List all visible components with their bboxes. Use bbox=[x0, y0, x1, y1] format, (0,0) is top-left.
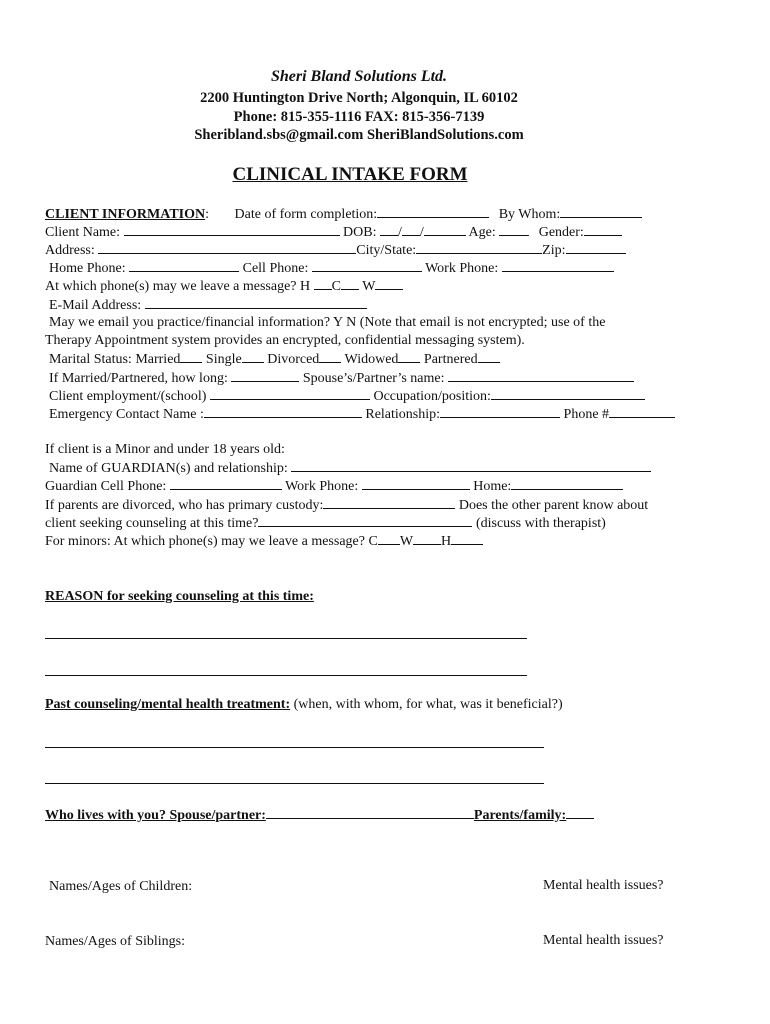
gender-field[interactable] bbox=[584, 223, 622, 236]
client-info-heading: CLIENT INFORMATION bbox=[45, 207, 206, 222]
client-name-label: Client Name: bbox=[45, 225, 121, 240]
occupation-field[interactable] bbox=[491, 387, 645, 400]
client-info-row-1 bbox=[45, 205, 642, 224]
marital-single-label: Single bbox=[205, 352, 242, 367]
discuss-note: (discuss with therapist) bbox=[475, 516, 606, 531]
employment-field[interactable] bbox=[210, 387, 370, 400]
dob-label: DOB: bbox=[343, 225, 377, 240]
children-mental-health-label: Mental health issues? bbox=[543, 878, 664, 893]
children-label: Names/Ages of Children: bbox=[49, 879, 193, 894]
guardian-cell-label: Guardian Cell Phone: bbox=[45, 479, 167, 494]
date-completion-field[interactable] bbox=[377, 205, 489, 218]
company-address: 2200 Huntington Drive North; Algonquin, IL 60102 bbox=[200, 90, 518, 106]
lives-with-label: Who lives with you? Spouse/partner: bbox=[45, 808, 266, 823]
work-phone-label: Work Phone: bbox=[425, 261, 499, 276]
dob-year-field[interactable] bbox=[424, 223, 466, 236]
marital-status-row bbox=[49, 350, 500, 369]
heading-colon: : bbox=[205, 207, 210, 222]
siblings-label: Names/Ages of Siblings: bbox=[45, 934, 185, 949]
spouse-name-label: Spouse’s/Partner’s name: bbox=[302, 371, 445, 386]
past-treatment-heading: Past counseling/mental health treatment: bbox=[45, 697, 291, 712]
age-field[interactable] bbox=[499, 223, 529, 236]
other-parent-label: Does the other parent know about bbox=[458, 498, 649, 513]
reason-line-1[interactable] bbox=[45, 638, 527, 639]
dob-slash: / bbox=[398, 225, 402, 240]
marital-widowed-label: Widowed bbox=[344, 352, 399, 367]
parents-family-label: Parents/family: bbox=[473, 808, 567, 823]
married-duration-row bbox=[49, 369, 634, 388]
age-label: Age: bbox=[468, 225, 496, 240]
emergency-phone-field[interactable] bbox=[609, 405, 675, 418]
employment-row bbox=[49, 387, 645, 406]
reason-line-2[interactable] bbox=[45, 675, 527, 676]
by-whom-label: By Whom: bbox=[498, 207, 561, 222]
home-phone-field[interactable] bbox=[129, 259, 239, 272]
emergency-contact-label: Emergency Contact Name : bbox=[49, 407, 204, 422]
message-phone-label: At which phone(s) may we leave a message? H bbox=[45, 279, 311, 294]
cell-phone-label: Cell Phone: bbox=[242, 261, 309, 276]
guardian-work-label: Work Phone: bbox=[285, 479, 359, 494]
relationship-field[interactable] bbox=[440, 405, 560, 418]
minor-message-w-label: W bbox=[399, 534, 414, 549]
home-phone-label: Home Phone: bbox=[49, 261, 126, 276]
guardian-row bbox=[49, 459, 651, 478]
message-w-field[interactable] bbox=[375, 277, 403, 290]
client-info-row-2 bbox=[45, 223, 622, 242]
past-treatment-hint: (when, with whom, for what, was it beneficial?) bbox=[290, 697, 563, 712]
guardian-home-field[interactable] bbox=[511, 477, 623, 490]
guardian-work-field[interactable] bbox=[362, 477, 470, 490]
guardian-cell-field[interactable] bbox=[170, 477, 282, 490]
client-info-row-3 bbox=[45, 241, 626, 260]
counseling-awareness-row bbox=[45, 514, 606, 533]
company-email-web: Sheribland.sbs@gmail.com SheriBlandSolutions.com bbox=[194, 127, 524, 143]
married-field[interactable] bbox=[180, 350, 202, 363]
client-seeking-label: client seeking counseling at this time? bbox=[45, 516, 259, 531]
emergency-phone-label: Phone # bbox=[563, 407, 610, 422]
address-label: Address: bbox=[45, 243, 95, 258]
date-completion-label: Date of form completion: bbox=[234, 207, 378, 222]
client-info-row-5 bbox=[45, 277, 403, 296]
custody-row bbox=[45, 496, 648, 515]
marital-divorced-label: Divorced bbox=[267, 352, 320, 367]
client-name-field[interactable] bbox=[124, 223, 340, 236]
email-permission-note: Therapy Appointment system provides an encrypted, confidential messaging system). bbox=[45, 333, 525, 348]
work-phone-field[interactable] bbox=[502, 259, 614, 272]
by-whom-field[interactable] bbox=[560, 205, 642, 218]
gender-label: Gender: bbox=[538, 225, 584, 240]
minor-message-label: For minors: At which phone(s) may we leave a message? C bbox=[45, 534, 378, 549]
relationship-label: Relationship: bbox=[365, 407, 441, 422]
city-state-field[interactable] bbox=[416, 241, 542, 254]
zip-field[interactable] bbox=[566, 241, 626, 254]
guardian-field[interactable] bbox=[291, 459, 651, 472]
message-w-label: W bbox=[362, 279, 376, 294]
guardian-phone-row bbox=[45, 477, 623, 496]
guardian-label: Name of GUARDIAN(s) and relationship: bbox=[49, 461, 288, 476]
minor-message-h-field[interactable] bbox=[451, 532, 483, 545]
spouse-partner-field[interactable] bbox=[266, 806, 474, 819]
married-how-long-field[interactable] bbox=[231, 369, 299, 382]
client-seeking-field[interactable] bbox=[258, 514, 472, 527]
siblings-mental-health-label: Mental health issues? bbox=[543, 933, 664, 948]
minor-message-h-label: H bbox=[441, 534, 452, 549]
past-treatment-line-1[interactable] bbox=[45, 747, 544, 748]
address-field[interactable] bbox=[98, 241, 356, 254]
email-label: E-Mail Address: bbox=[49, 298, 142, 313]
email-field[interactable] bbox=[145, 296, 367, 309]
client-info-row-6 bbox=[49, 296, 367, 315]
minor-message-c-field[interactable] bbox=[378, 532, 400, 545]
emergency-contact-field[interactable] bbox=[204, 405, 362, 418]
minor-intro: If client is a Minor and under 18 years old: bbox=[45, 442, 285, 457]
lives-with-row bbox=[45, 806, 594, 825]
employment-label: Client employment/(school) bbox=[49, 389, 207, 404]
cell-phone-field[interactable] bbox=[312, 259, 422, 272]
zip-label: Zip: bbox=[542, 243, 566, 258]
marital-partnered-label: Partnered bbox=[423, 352, 478, 367]
past-treatment-line-2[interactable] bbox=[45, 783, 544, 784]
minor-message-row bbox=[45, 532, 483, 551]
partnered-field[interactable] bbox=[478, 350, 500, 363]
dob-slash: / bbox=[419, 225, 424, 240]
client-info-row-4 bbox=[49, 259, 614, 278]
custody-field[interactable] bbox=[323, 496, 455, 509]
occupation-label: Occupation/position: bbox=[373, 389, 491, 404]
city-state-label: City/State: bbox=[356, 243, 417, 258]
spouse-name-field[interactable] bbox=[448, 369, 634, 382]
guardian-home-label: Home: bbox=[473, 479, 512, 494]
form-title: CLINICAL INTAKE FORM bbox=[232, 164, 468, 185]
message-h-field[interactable] bbox=[314, 277, 332, 290]
custody-label: If parents are divorced, who has primary custody: bbox=[45, 498, 324, 513]
married-how-long-label: If Married/Partnered, how long: bbox=[49, 371, 228, 386]
widowed-field[interactable] bbox=[398, 350, 420, 363]
emergency-row bbox=[49, 405, 675, 424]
email-permission-line: May we email you practice/financial information? Y N (Note that email is not encrypted; use of the bbox=[49, 315, 606, 330]
message-c-field[interactable] bbox=[341, 277, 359, 290]
company-name: Sheri Bland Solutions Ltd. bbox=[270, 68, 448, 85]
message-c-label: C bbox=[331, 279, 341, 294]
single-field[interactable] bbox=[242, 350, 264, 363]
dob-day-field[interactable] bbox=[402, 223, 420, 236]
divorced-field[interactable] bbox=[319, 350, 341, 363]
marital-married-label: Marital Status: Married bbox=[49, 352, 181, 367]
minor-message-w-field[interactable] bbox=[413, 532, 441, 545]
company-phone-fax: Phone: 815-355-1116 FAX: 815-356-7139 bbox=[233, 109, 485, 125]
parents-family-field[interactable] bbox=[566, 806, 594, 819]
past-treatment-row bbox=[45, 696, 563, 714]
reason-heading: REASON for seeking counseling at this time: bbox=[45, 589, 314, 604]
dob-month-field[interactable] bbox=[380, 223, 398, 236]
